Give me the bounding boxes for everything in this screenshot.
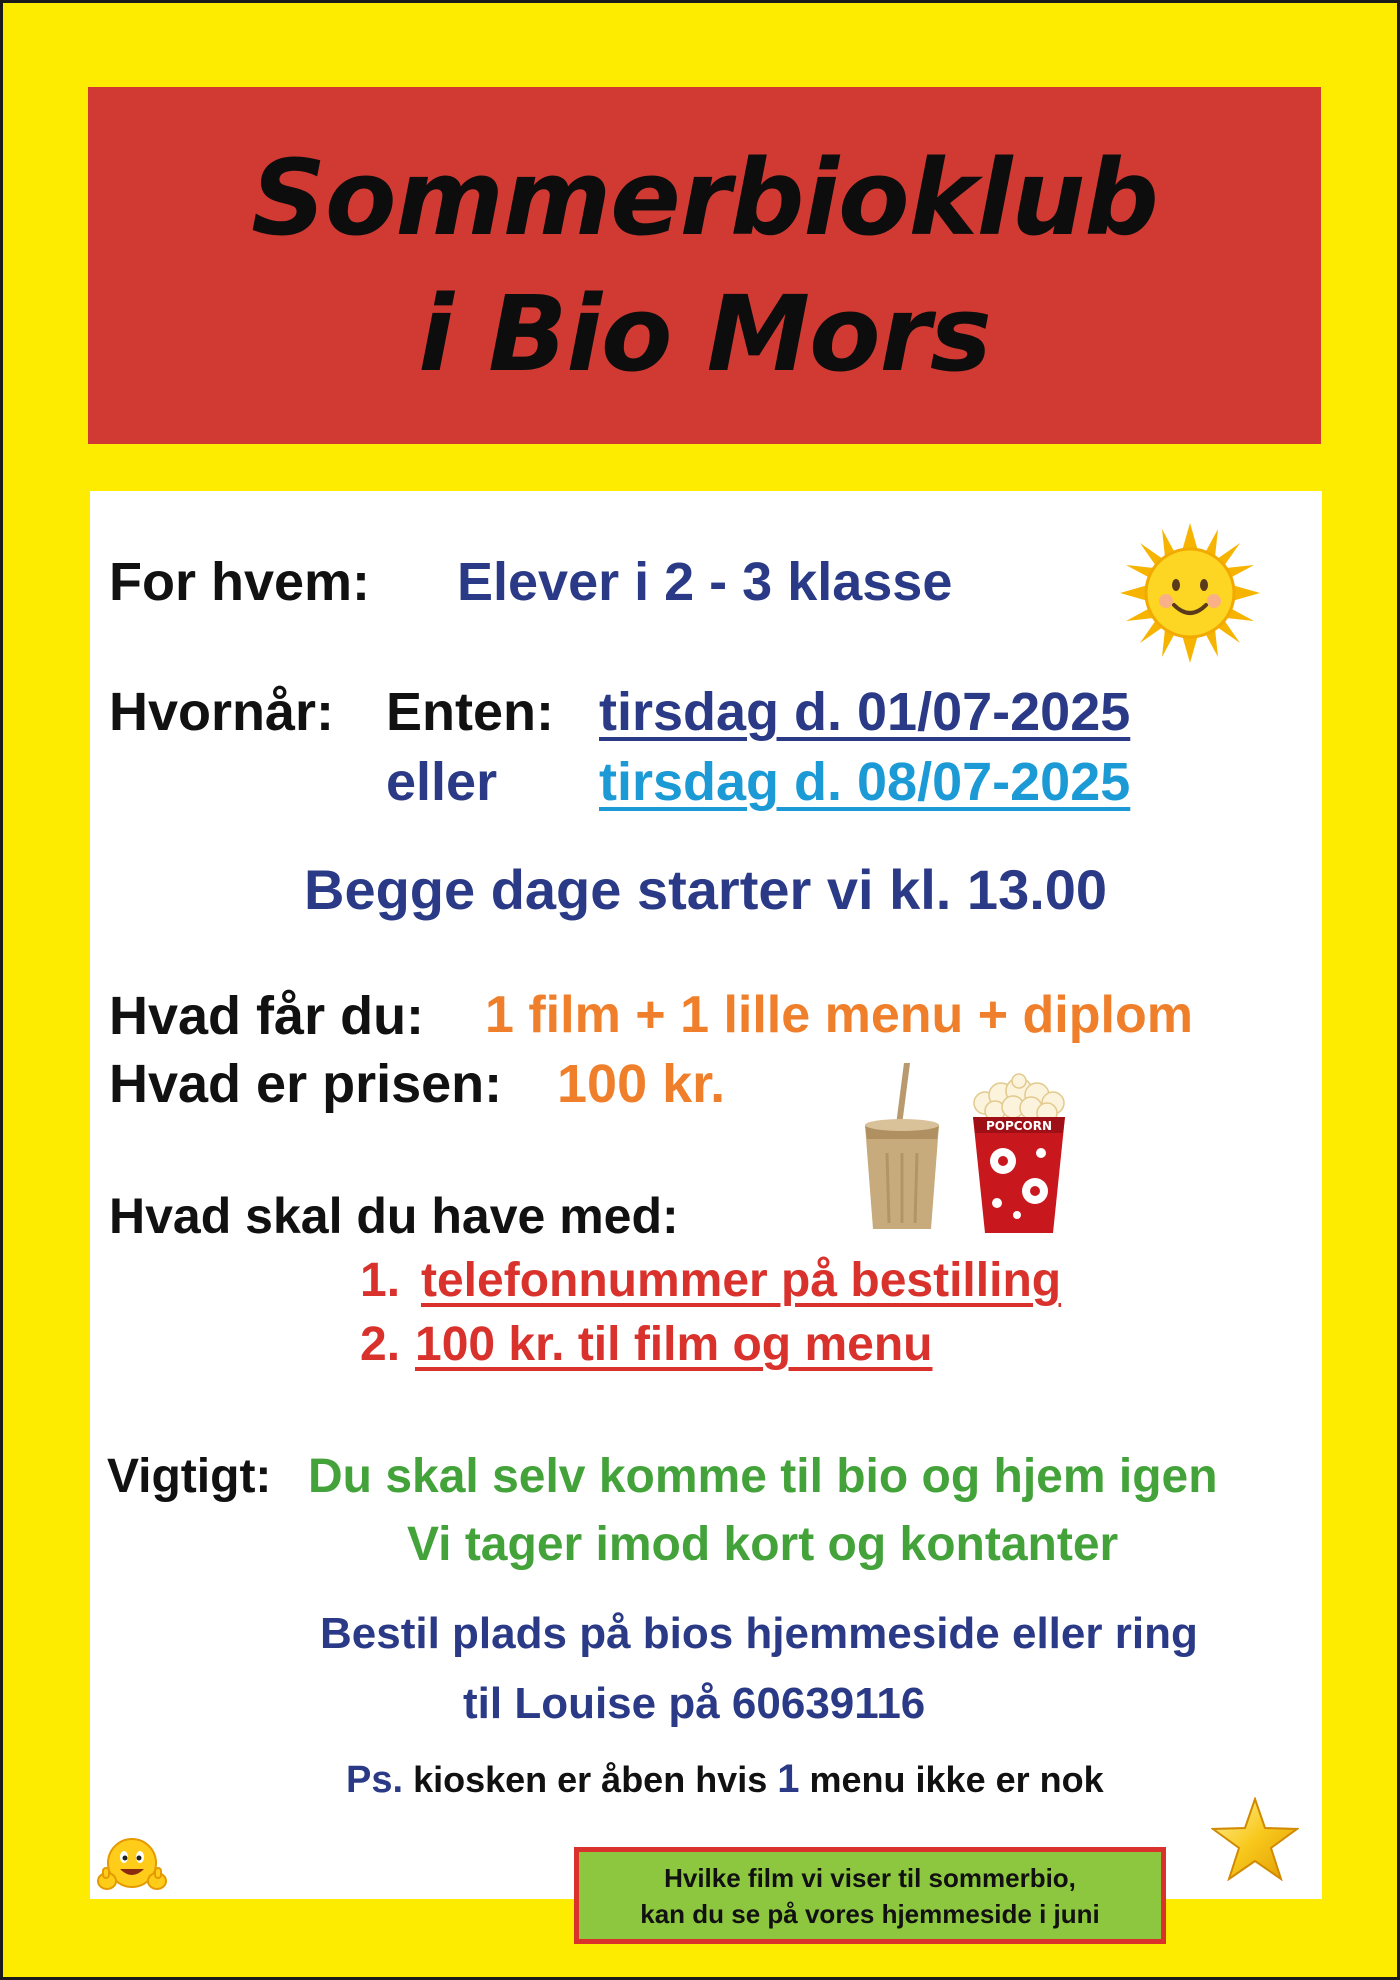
svg-text:POPCORN: POPCORN xyxy=(985,1119,1053,1133)
title-line-2: i Bio Mors xyxy=(418,272,991,395)
important-line-2: Vi tager imod kort og kontanter xyxy=(407,1518,1119,1571)
ps-line xyxy=(346,1757,1104,1802)
price-value: 100 kr. xyxy=(557,1054,726,1114)
title-line-1: Sommerbioklub xyxy=(251,136,1158,259)
bring-item-2-number: 2. xyxy=(360,1318,401,1371)
bring-item-2-text: 100 kr. til film og menu xyxy=(415,1318,933,1371)
footer-line-1: Hvilke film vi viser til sommerbio, xyxy=(664,1862,1076,1893)
what-you-get-value: 1 film + 1 lille menu + diplom xyxy=(485,986,1193,1044)
important-label: Vigtigt: xyxy=(107,1450,272,1503)
header-banner xyxy=(88,87,1321,444)
for-whom-value: Elever i 2 - 3 klasse xyxy=(457,552,953,612)
ps-text-a: kiosken er åben hvis xyxy=(413,1759,768,1800)
milkshake-icon xyxy=(857,1063,947,1233)
content-panel xyxy=(90,491,1322,1899)
footer-note-box xyxy=(574,1847,1166,1944)
booking-line-1: Bestil plads på bios hjemmeside eller ring xyxy=(320,1609,1198,1658)
ps-text-b: menu ikke er nok xyxy=(809,1759,1104,1800)
important-line-1: Du skal selv komme til bio og hjem igen xyxy=(308,1450,1218,1503)
thumbs-up-smiley-icon xyxy=(97,1835,167,1897)
bring-item-1-text: telefonnummer på bestilling xyxy=(421,1254,1062,1307)
when-date-1: tirsdag d. 01/07-2025 xyxy=(599,682,1131,742)
ps-number: 1 xyxy=(777,1757,800,1801)
when-either-label: Enten: xyxy=(386,682,554,742)
when-date-2: tirsdag d. 08/07-2025 xyxy=(599,752,1131,812)
bring-label: Hvad skal du have med: xyxy=(109,1188,679,1244)
when-label: Hvornår: xyxy=(109,682,335,742)
price-label: Hvad er prisen: xyxy=(109,1054,503,1114)
booking-line-2: til Louise på 60639116 xyxy=(463,1679,926,1728)
footer-line-2: kan du se på vores hjemmeside i juni xyxy=(640,1898,1100,1929)
ps-prefix: Ps. xyxy=(346,1759,404,1801)
popcorn-icon xyxy=(967,1073,1071,1235)
star-icon xyxy=(1211,1797,1299,1881)
for-whom-label: For hvem: xyxy=(109,552,371,612)
sun-icon xyxy=(1118,521,1262,665)
bring-item-1-number: 1. xyxy=(360,1254,401,1307)
start-time: Begge dage starter vi kl. 13.00 xyxy=(304,858,1108,921)
when-or-label: eller xyxy=(386,752,498,812)
what-you-get-label: Hvad får du: xyxy=(109,986,425,1046)
